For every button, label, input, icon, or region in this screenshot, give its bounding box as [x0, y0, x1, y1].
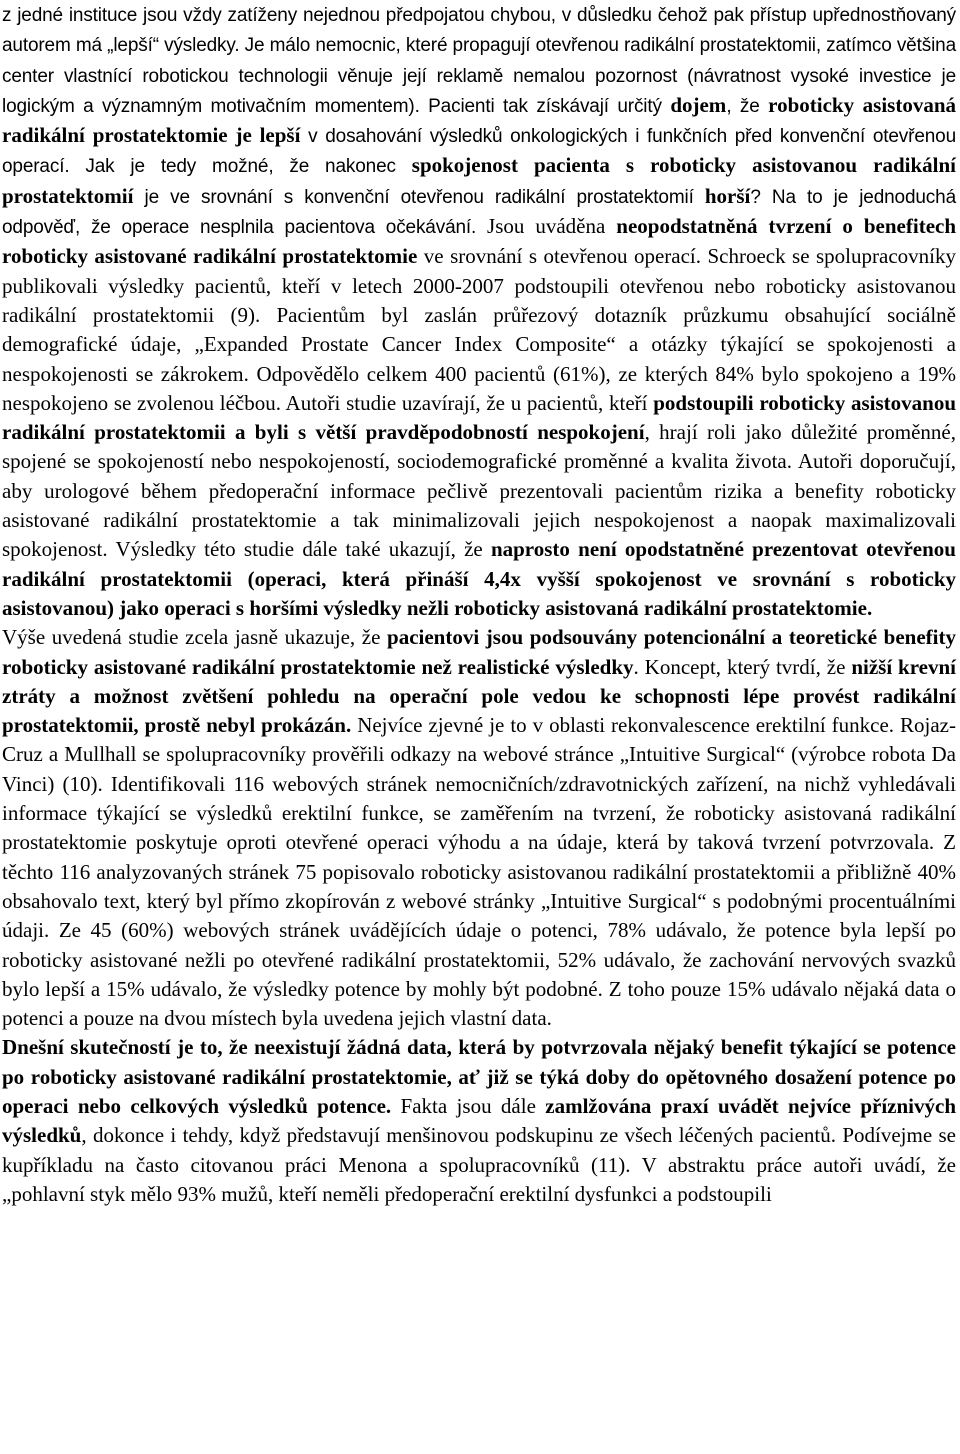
bold-text-run: dojem: [670, 92, 727, 117]
bold-text-run: zamlžována praxí uvádět nejvíce příznivých výsledků: [2, 1093, 956, 1148]
paragraph-3: [2, 1033, 956, 1209]
paragraph-2: [2, 623, 956, 1033]
text-run: Výše uvedená studie zcela jasně ukazuje, že: [2, 625, 388, 650]
bold-text-run: pacientovi jsou podsouvány potencionální a teoretické benefity roboticky asistované radikální prostatektomie: [2, 625, 956, 679]
text-run: v dosahování výsledků onkologických i funkčních před konvenční otevřenou operací. Jak je tedy možné, že nakonec: [2, 126, 956, 178]
bold-text-run: spokojenost pacienta s roboticky asistovanou radikální prostatektomií: [2, 153, 956, 208]
text-run: , dokonce i tehdy, když představují menšinovou podskupinu ze všech léčených pacientů. Podívejme se kupříkladu na často citovanou práci Menona a spolupracovníků (11). V abstraktu práce autoři uvádí, že „pohlavní styk mělo 93% mužů, kteří neměli předoperační erektilní dysfunkci a podstoupili: [2, 1123, 956, 1206]
text-run: je ve srovnání s konvenční otevřenou radikální prostatektomií: [133, 186, 705, 208]
text-run: Nejvíce zjevné je to v oblasti rekonvalescence erektilní funkce. Rojaz-Cruz a Mullhall se spolupracovníky prověřili odkazy na webové stránce „Intuitive Surgical“ (výrobce robota Da Vinci) (10). Identifikovali 116 webových stránek nemocničních/zdravotnických zařízení, na nichž vyhledávali informace týkající se výsledků erektilní funkce, se zaměřením na tvrzení, že roboticky asistovaná radikální prostatektomie poskytuje oproti otevřené operaci výhodu a na údaje, která by taková tvrzení potvrzovala. Z těchto 116 analyzovaných stránek 75 popisovalo roboticky asistovanou radikální prostatektomii a přibližně 40% obsahovalo text, který byl přímo zkopírován z webové stránky „Intuitive Surgical“ s podobnými procentuálními údaji. Ze 45 (60%) webových stránek uvádějících údaje o potenci, 78% udávalo, že potence byla lepší po roboticky asistované nežli po otevřené radikální prostatektomii, 52% udávalo, že zachování nervových svazků bylo lepší a 15% udávalo, že výsledky potence by mohly být podobné. Z toho pouze 15% udávalo nějaká data o potenci a pouze na dvou místech byla uvedena jejich vlastní data.: [2, 713, 956, 1031]
text-run: ? Na to je jednoduchá odpověď, že operace nesplnila pacientova očekávání.: [2, 186, 956, 239]
bold-text-run: naprosto není opodstatněné prezentovat otevřenou radikální prostatektomii (operaci, která přináší 4,4x vyšší spokojenost ve srovnání s roboticky asistovanou) jako operaci s horšími výsledky nežli roboticky asistovaná radikální prostatektomie.: [2, 537, 956, 620]
bold-text-run: nižší krevní ztráty a možnost zvětšení pohledu na operační pole vedou ke schopnosti lépe provést radikální prostatektomii, prostě nebyl prokázán.: [2, 654, 956, 738]
text-run: ve srovnání s otevřenou operací. Schroeck se spolupracovníky publikovali výsledky pacientů, kteří v letech 2000-2007 podstoupili otevřenou nebo roboticky asistovanou radikální prostatektomii (9). Pacientům byl zaslán průřezový dotazník průzkumu obsahující sociálně demografické údaje, „Expanded Prostate Cancer Index Composite“ a otázky týkající se spokojenosti a nespokojenosti se zákrokem. Odpovědělo celkem 400 pacientů (61%), ze kterých 84% bylo spokojeno a 19% nespokojeno se zvolenou léčbou. Autoři studie uzavírají, že u pacientů, kteří: [2, 244, 956, 415]
text-run: , hrají roli jako důležité proměnné, spojené se spokojeností nebo nespokojeností, sociodemografické proměnné a kvalita života. Autoři doporučují, aby urologové během předoperační informace pečlivě prezentovali pacientům rizika a benefity roboticky asistované radikální prostatektomie a tak minimalizovali jejich nespokojenost a naopak maximalizovali spokojenost. Výsledky této studie dále také ukazují, že: [2, 420, 956, 562]
text-run: , že: [726, 95, 769, 117]
bold-text-run: než realistické výsledky: [421, 654, 634, 679]
text-run: . Koncept, který tvrdí, že: [633, 654, 852, 679]
text-run: z jedné instituce jsou vždy zatíženy nejednou předpojatou chybou, v důsledku čehož pak přístup upřednostňovaný autorem má „lepší“ výsledky. Je málo nemocnic, které propagují otevřenou radikální prostatektomii, zatímco většina center vlastnící robotickou technologii věnuje její reklamě nemalou pozornost (návratnost vysoké investice je logickým a významným motivačním momentem). Pacienti tak získávají určitý: [2, 5, 956, 117]
text-run: Jsou uváděna: [487, 214, 617, 239]
bold-text-run: Dnešní skutečností je to, že neexistují žádná data, která by potvrzovala nějaký benefit týkající se potence po roboticky asistované radikální prostatektomie, ať již se týká doby do opětovného dosažení potence po operaci nebo celkových výsledků potence.: [2, 1035, 956, 1118]
bold-text-run: podstoupili roboticky asistovanou radikální prostatektomii a byli s větší pravděpodobností nespokojení: [2, 390, 957, 445]
paragraph-1: [2, 0, 956, 623]
bold-text-run: horší: [704, 183, 751, 208]
text-run: Fakta jsou dále: [391, 1093, 546, 1118]
bold-text-run: roboticky asistovaná radikální prostatektomie je lepší: [2, 92, 956, 148]
bold-text-run: neopodstatněná tvrzení o benefitech roboticky asistované radikální prostatektomie: [2, 214, 957, 269]
